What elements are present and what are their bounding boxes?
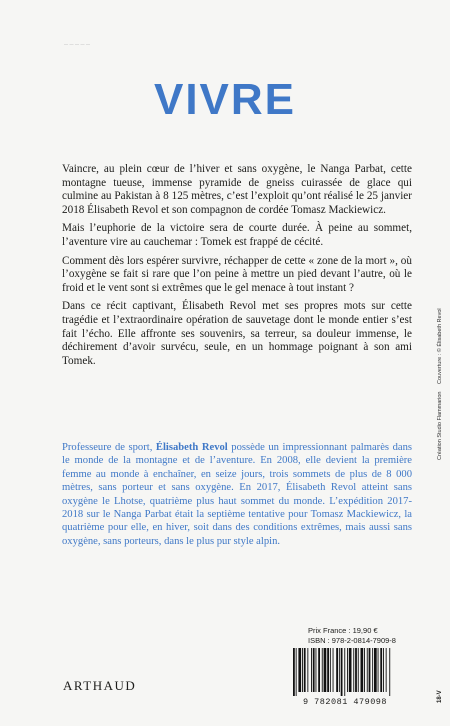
barcode-bar [380,648,382,692]
barcode-bar [304,648,306,692]
barcode-bar [339,648,340,692]
barcode-bar [355,648,357,692]
barcode-bar [369,648,371,692]
barcode-bar [322,648,323,692]
blurb-paragraph-3: Comment dès lors espérer survivre, réchapper de cette « zone de la mort », où l’oxygène se fait si rare que l’on peine à mettre un pied devant l’autre, où le froid et le vent sont si extrêmes que le gel menace à tout instant ? [62,254,412,294]
barcode-bar [298,648,301,692]
barcode-bar [336,648,338,692]
barcode-bar [367,648,368,692]
barcode-bar [378,648,379,692]
barcode-bar [344,648,345,696]
barcode-bar [316,648,317,692]
credits [437,302,443,460]
barcode-bar [333,648,334,692]
barcode-bar [372,648,373,692]
barcode-bar [324,648,327,692]
barcode-bar [349,648,352,692]
barcode-block [290,626,405,714]
isbn: ISBN : 978-2-0814-7909-8 [308,636,396,645]
barcode-bar [293,648,295,696]
barcode-bar [302,648,303,692]
barcode-bar [330,648,331,692]
barcode-bar [313,648,315,692]
barcode-bar [347,648,348,692]
design-credit: Création Studio Flammarion [437,391,443,460]
barcode-bar [318,648,320,692]
tiny-mark: — — — — — [64,41,91,46]
barcode-bar [307,648,308,692]
price: Prix France : 19,90 € [308,626,378,635]
barcode-number: 9 782081 479098 [302,697,387,707]
blurb-paragraph-4: Dans ce récit captivant, Élisabeth Revol met ses propres mots sur cette tragédie et l’extraordinaire opération de sauvetage dont le monde entier s’est fait l’écho. Elle affronte ses souvenirs, sa terreur, sa douleur immense, le déchirement d’avoir survécu, seule, en un hommage poignant à son ami Tomek. [62,300,412,367]
book-title: VIVRE [153,75,297,124]
author-bio [62,441,412,548]
bio-text: possède un impressionnant palmarès dans le monde de la montagne et de l’aventure. En 2008, elle devient la première femme au monde à enchaîner, en seize jours, trois sommets de plus de 8 000 mètres, sans porteur et sans oxygène. En 2017, Élisabeth Revol atteint sans oxygène le Lhotse, quatrième plus haut sommet du monde. L’expédition 2017-2018 sur le Nanga Parbat était la septième tentative pour Tomasz Mackiewicz, la quatrième pour elle, en hiver, soit dans des conditions extrêmes, mais aussi sans oxygène, sans porteurs, dans le plus pur style alpin. [62,442,412,547]
barcode-bar [353,648,354,692]
barcode-bar [358,648,359,692]
barcode-bar [374,648,377,692]
vertical-code: 18-V [437,690,443,703]
publisher-logo: ARTHAUD [63,678,137,693]
barcode-icon [290,648,402,696]
barcode-bar [311,648,312,692]
author-name: Élisabeth Revol [155,442,228,453]
cover-credit: Couverture : © Élisabeth Revol [437,308,443,384]
blurb-paragraph-1: Vaincre, au plein cœur de l’hiver et sans oxygène, le Nanga Parbat, cette montagne tueuse, immense pyramide de gneiss cuirassée de glace qui culmine au Pakistan à 8 125 mètres, c’est l’exploit qu’ont réalisé le 25 janvier 2018 Élisabeth Revol et son compagnon de cordée Tomasz Mackiewicz. [62,163,412,216]
barcode-bar [296,648,297,696]
blurb [62,163,412,373]
barcode-bar [327,648,329,692]
barcode-bar [389,648,390,696]
barcode-bar [386,648,387,692]
blurb-paragraph-2: Mais l’euphorie de la victoire sera de courte durée. À peine au sommet, l’aventure vire au cauchemar : Tomek est frappé de cécité. [62,222,412,248]
bio-intro: Professeure de sport, [62,442,156,453]
barcode-bar [383,648,384,692]
barcode-bar [364,648,365,692]
barcode-bar [341,648,343,696]
barcode-bar [361,648,364,692]
